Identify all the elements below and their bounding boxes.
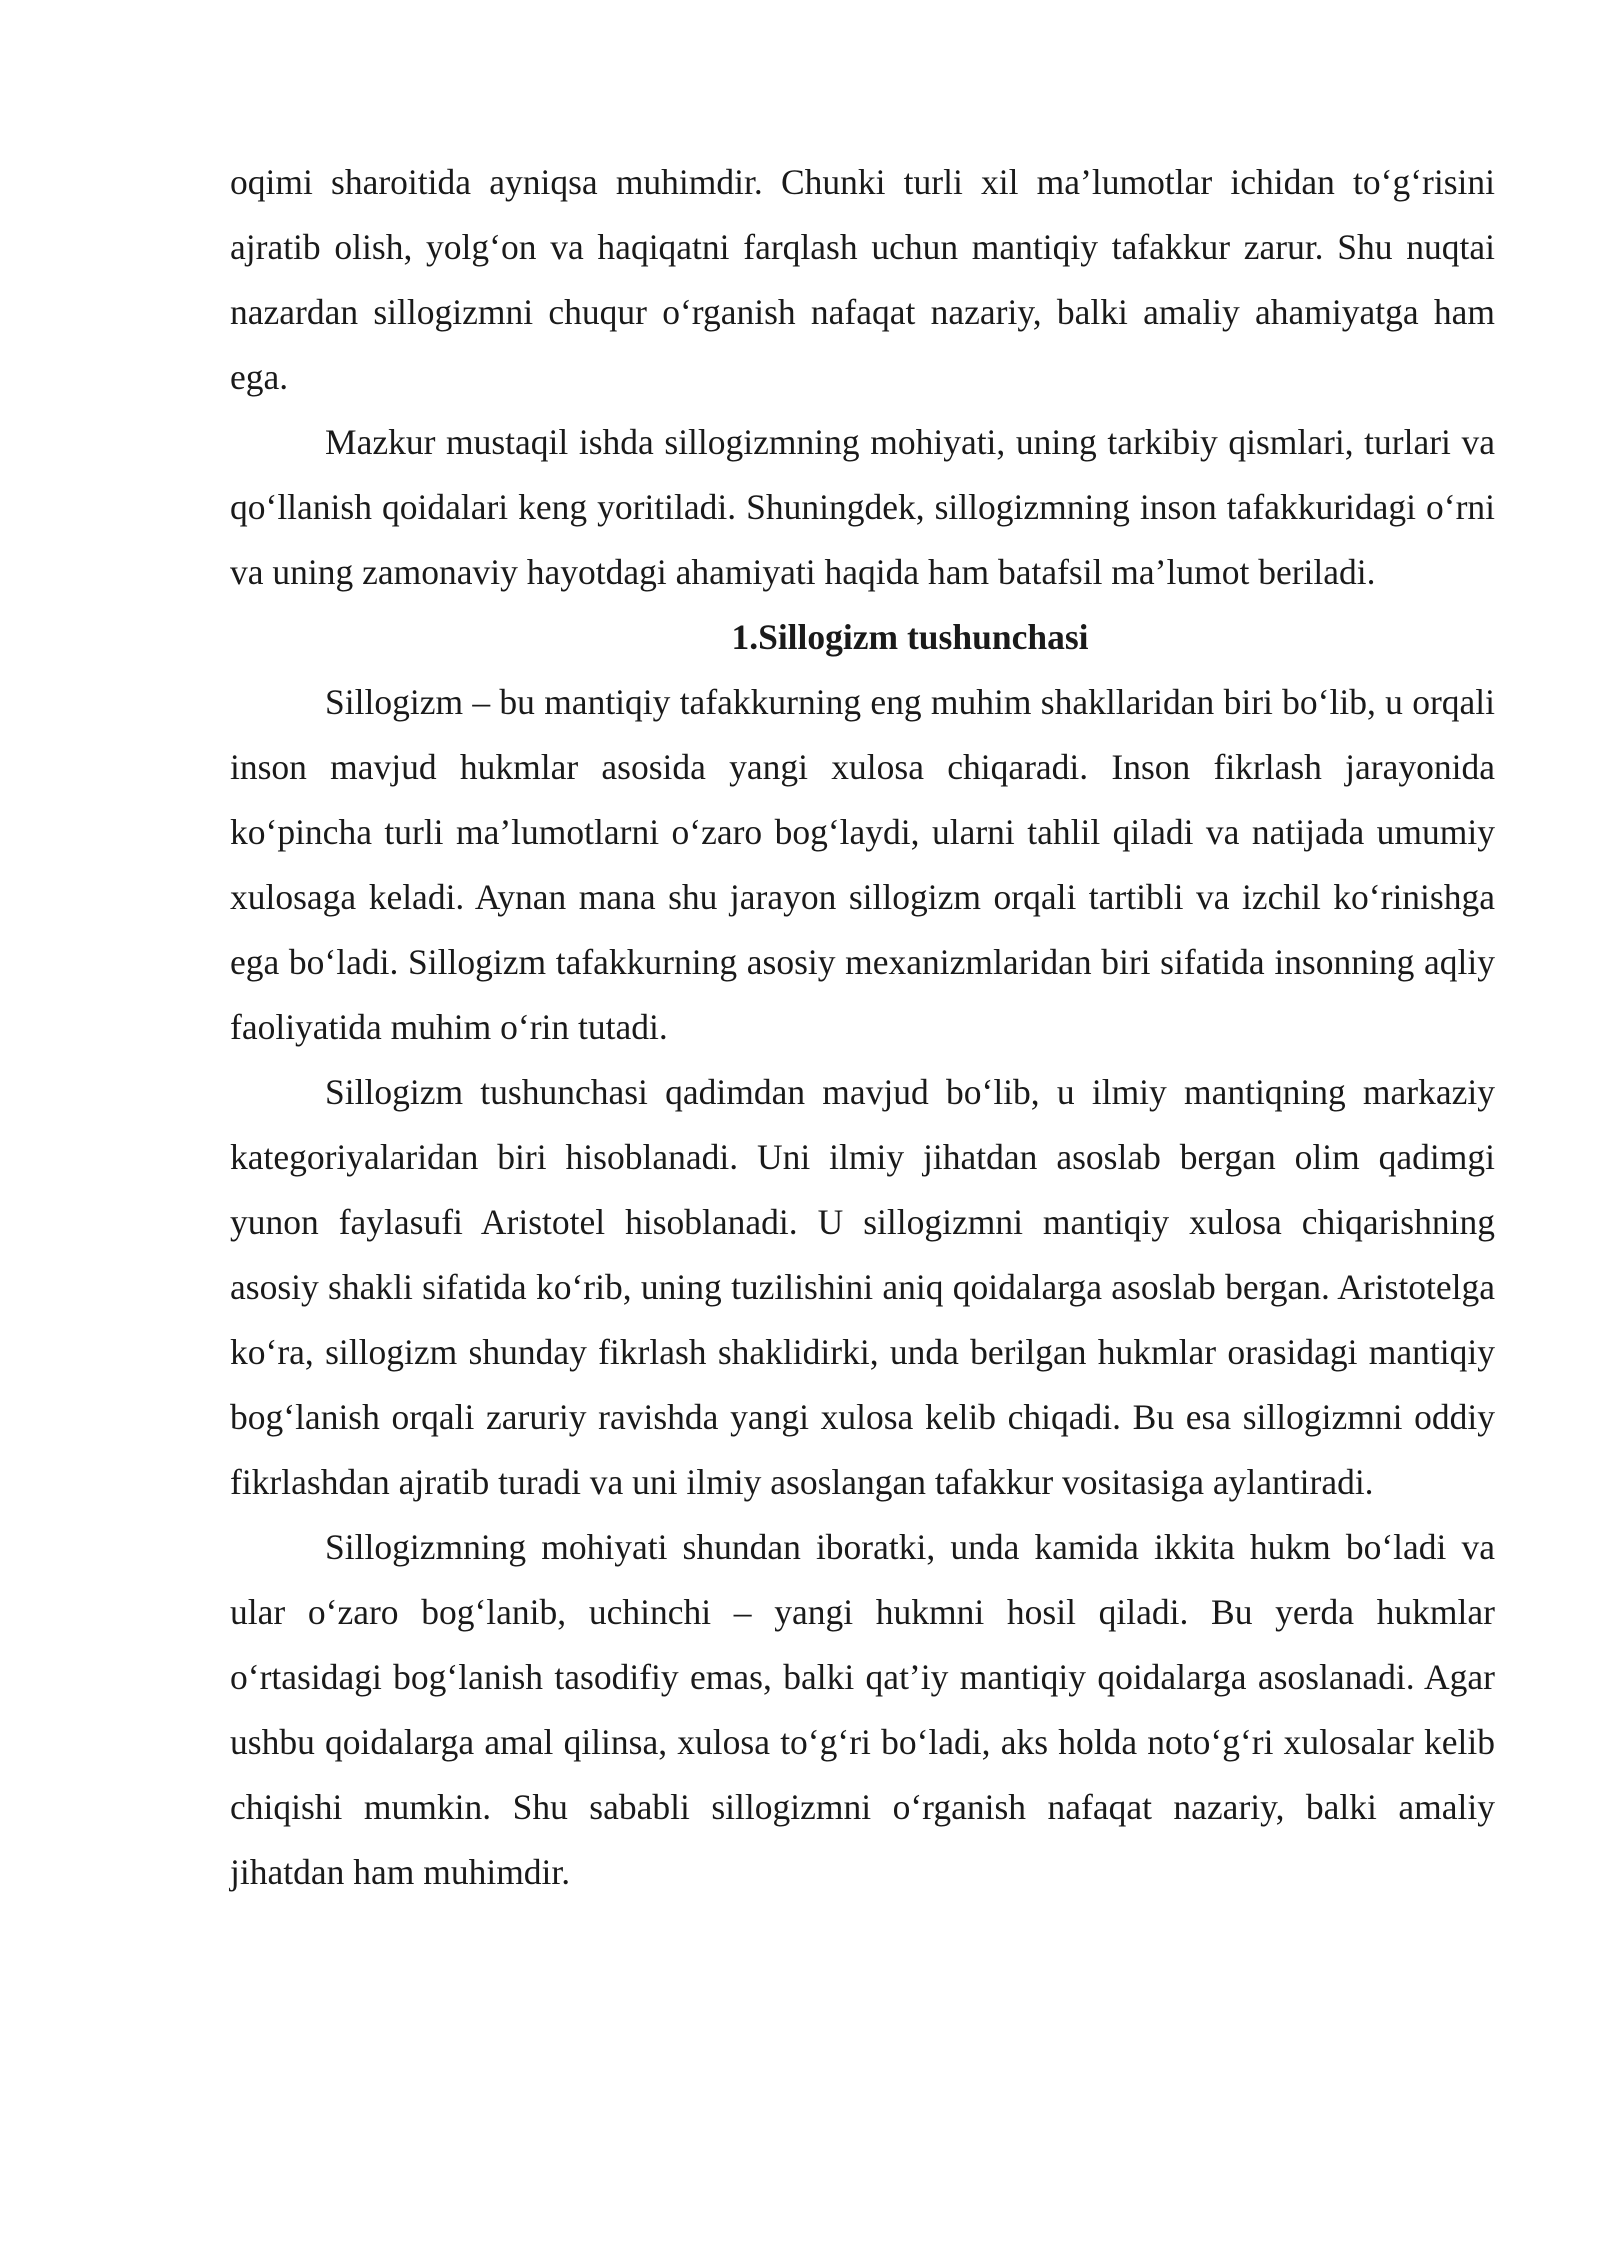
paragraph-definition: Sillogizm – bu mantiqiy tafakkurning eng muhim shakllaridan biri bo‘lib, u orqali inson mavjud hukmlar asosida yangi xulosa chiqaradi. Inson fikrlash jarayonida ko‘pincha turli ma’lumotlarni o‘zaro bog‘laydi, ularni tahlil qiladi va natijada umumiy xulosaga keladi. Aynan mana shu jarayon sillogizm orqali tartibli va izchil ko‘rinishga ega bo‘ladi. Sillogizm tafakkurning asosiy mexanizmlaridan biri sifatida insonning aqliy faoliyatida muhim o‘rin tutadi. — [230, 682, 1495, 1047]
paragraph-history: Sillogizm tushunchasi qadimdan mavjud bo‘lib, u ilmiy mantiqning markaziy kategoriyalaridan biri hisoblanadi. Uni ilmiy jihatdan asoslab bergan olim qadimgi yunon faylasufi Aristotel hisoblanadi. U sillogizmni mantiqiy xulosa chiqarishning asosiy shakli sifatida ko‘rib, uning tuzilishini aniq qoidalarga asoslab bergan. Aristotelga ko‘ra, sillogizm shunday fikrlash shaklidirki, unda berilgan hukmlar orasidagi mantiqiy bog‘lanish orqali zaruriy ravishda yangi xulosa kelib chiqadi. Bu esa sillogizmni oddiy fikrlashdan ajratib turadi va uni ilmiy asoslangan tafakkur vositasiga aylantiradi. — [230, 1072, 1495, 1502]
paragraph-essence: Sillogizmning mohiyati shundan iboratki, unda kamida ikkita hukm bo‘ladi va ular o‘zaro bog‘lanib, uchinchi – yangi hukmni hosil qiladi. Bu yerda hukmlar o‘rtasidagi bog‘lanish tasodifiy emas, balki qat’iy mantiqiy qoidalarga asoslanadi. Agar ushbu qoidalarga amal qilinsa, xulosa to‘g‘ri bo‘ladi, aks holda noto‘g‘ri xulosalar kelib chiqishi mumkin. Shu sababli sillogizmni o‘rganish nafaqat nazariy, balki amaliy jihatdan ham muhimdir. — [230, 1527, 1495, 1892]
section-heading: 1.Sillogizm tushunchasi — [731, 617, 1089, 657]
paragraph-continuation: oqimi sharoitida ayniqsa muhimdir. Chunki turli xil ma’lumotlar ichidan to‘g‘risini ajratib olish, yolg‘on va haqiqatni farqlash uchun mantiqiy tafakkur zarur. Shu nuqtai nazardan sillogizmni chuqur o‘rganish nafaqat nazariy, balki amaliy ahamiyatga ham ega. — [230, 162, 1495, 397]
paragraph-intro-scope: Mazkur mustaqil ishda sillogizmning mohiyati, uning tarkibiy qismlari, turlari va qo‘llanish qoidalari keng yoritiladi. Shuningdek, sillogizmning inson tafakkuridagi o‘rni va uning zamonaviy hayotdagi ahamiyati haqida ham batafsil ma’lumot beriladi. — [230, 422, 1495, 592]
document-page — [230, 150, 1495, 1905]
